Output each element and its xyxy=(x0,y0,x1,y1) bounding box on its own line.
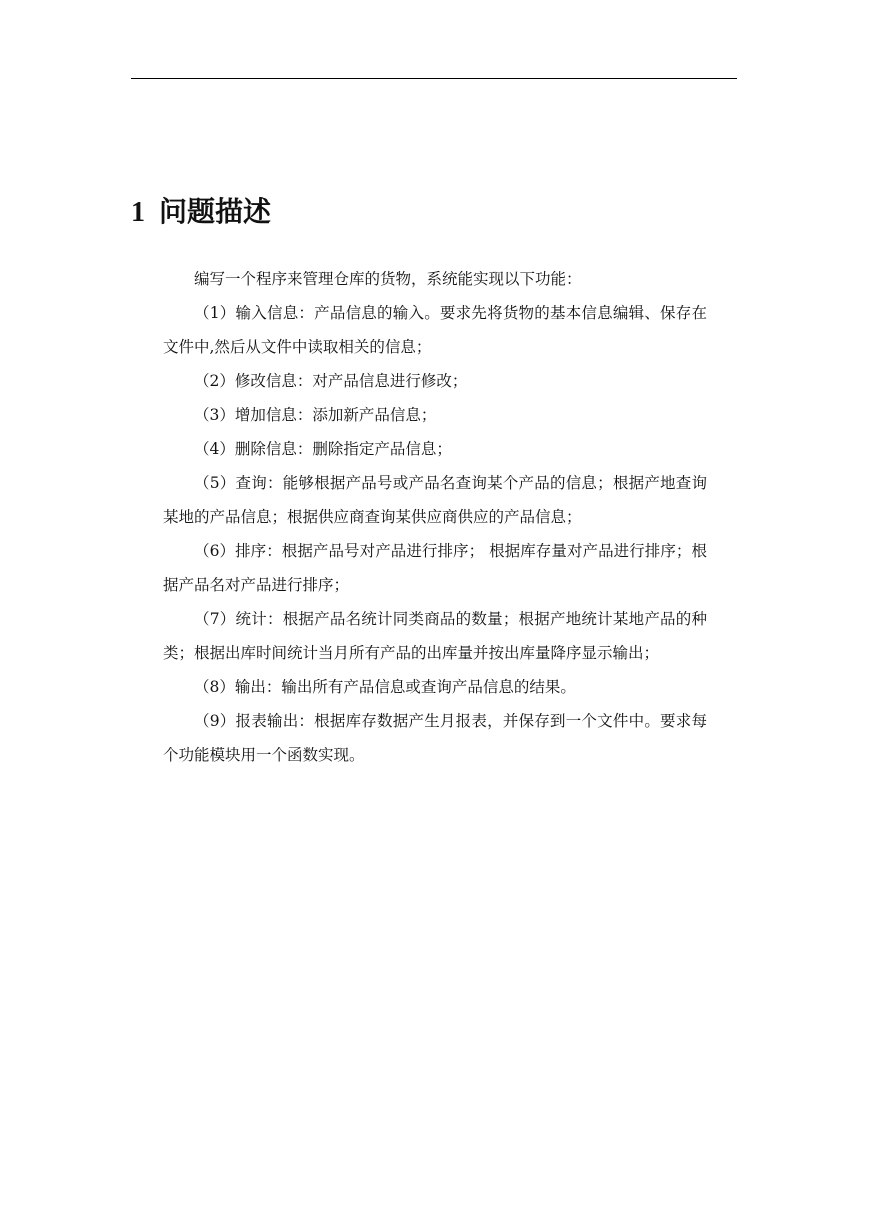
paragraph-output: （8）输出：输出所有产品信息或查询产品信息的结果。 xyxy=(194,678,576,696)
paragraph-sort: （6）排序：根据产品号对产品进行排序； 根据库存量对产品进行排序；根据产品名对产品进行排序； xyxy=(163,542,707,594)
paragraph-intro: 编写一个程序来管理仓库的货物，系统能实现以下功能： xyxy=(194,270,582,288)
body-text xyxy=(163,262,707,772)
paragraph-add-info: （3）增加信息：添加新产品信息； xyxy=(194,406,437,424)
paragraph-report-output: （9）报表输出：根据库存数据产生月报表，并保存到一个文件中。要求每个功能模块用一个函数实现。 xyxy=(163,712,707,764)
paragraph-statistics: （7）统计：根据产品名统计同类商品的数量；根据产地统计某地产品的种类；根据出库时间统计当月所有产品的出库量并按出库量降序显示输出； xyxy=(163,610,707,662)
paragraph-delete-info: （4）删除信息：删除指定产品信息； xyxy=(194,440,452,458)
header-rule xyxy=(131,78,737,79)
section-title: 问题描述 xyxy=(159,195,272,228)
section-heading xyxy=(131,192,271,233)
paragraph-modify-info: （2）修改信息：对产品信息进行修改； xyxy=(194,372,468,390)
paragraph-input-info: （1）输入信息：产品信息的输入。要求先将货物的基本信息编辑、保存在文件中,然后从文件中读取相关的信息； xyxy=(163,304,707,356)
paragraph-query: （5）查询：能够根据产品号或产品名查询某个产品的信息；根据产地查询某地的产品信息；根据供应商查询某供应商供应的产品信息； xyxy=(163,474,707,526)
section-number: 1 xyxy=(131,197,145,228)
